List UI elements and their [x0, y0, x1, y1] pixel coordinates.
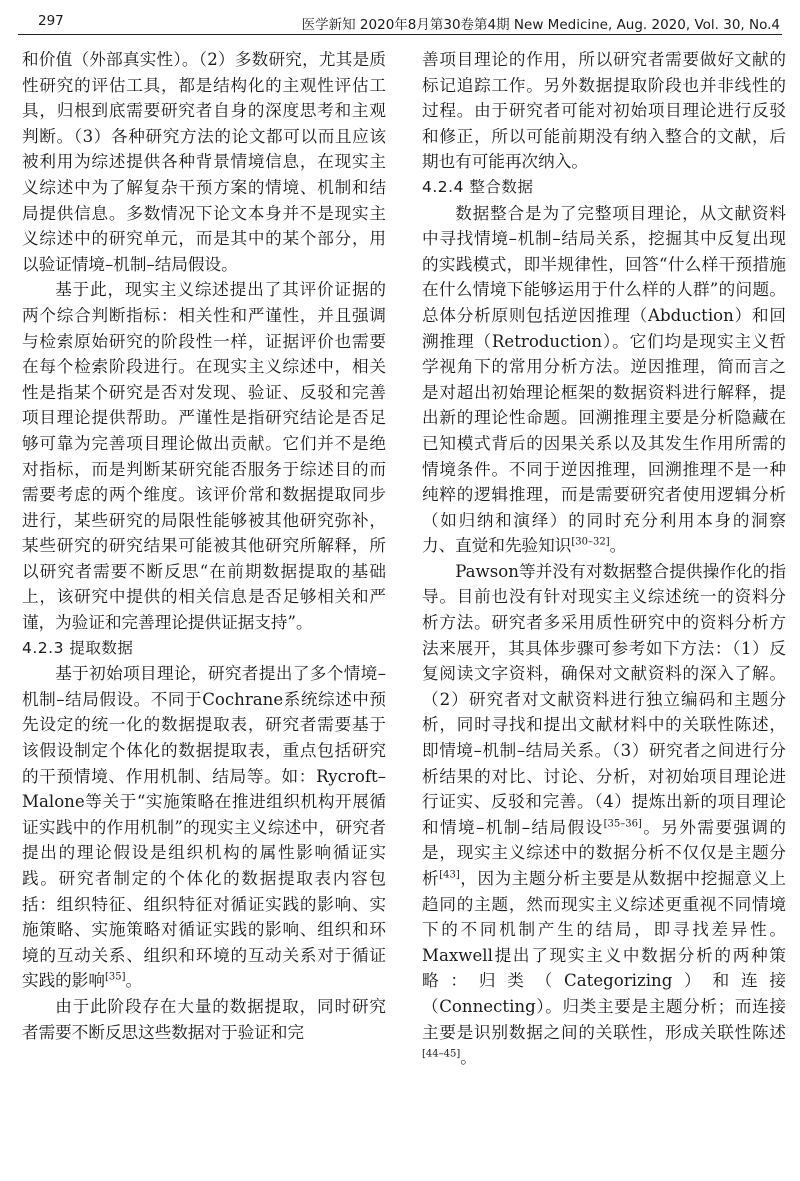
paragraph-text: 数据整合是为了完整项目理论，从文献资料中寻找情境–机制–结局关系，挖掘其中反复出现的实践模式，即半规律性，回答“什么样干预措施在什么情境下能够运用于什么样的人群”的问题。总体分析原则包括逆因推理（Abduction）和回溯推理（Retroduction）。它们均是现实主义哲学视角下的常用分析方法。逆因推理，简而言之是对超出初始理论框架的数据资料进行解释，提出新的理论性命题。回溯推理主要是分析隐藏在已知模式背后的因果关系以及其发生作用所需的情境条件。不同于逆因推理，回溯推理不是一种纯粹的逻辑推理，而是需要研究者使用逻辑分析（如归纳和演绎）的同时充分利用本身的洞察力、直觉和先验知识: [422, 203, 786, 556]
paragraph: [422, 201, 786, 559]
citation-ref: [44–45]: [422, 1048, 461, 1060]
paragraph: 善项目理论的作用，所以研究者需要做好文献的标记追踪工作。另外数据提取阶段也并非线性的过程。由于研究者可能对初始项目理论进行反驳和修正，所以可能前期没有纳入整合的文献，后期也有可能再次纳入。: [422, 50, 786, 172]
left-column: [22, 47, 386, 1045]
right-column: [422, 47, 786, 1071]
paragraph-text: 基于初始项目理论，研究者提出了多个情境–机制–结局假设。不同于Cochrane系统综述中预先设定的统一化的数据提取表，研究者需要基于该假设制定个体化的数据提取表，重点包括研究的干预情境、作用机制、结局等。如：Rycroft–Malone等关于“实施策略在推进组织机构开展循证实践中的作用机制”的现实主义综述中，研究者提出的理论假设是组织机构的属性影响循证实践。研究者制定的个体化的数据提取表内容包括：组织特征、组织特征对循证实践的影响、实施策略、实施策略对循证实践的影响、组织和环境的互动关系、组织和环境的互动关系对于循证实践的影响: [22, 664, 386, 991]
paragraph: [422, 559, 786, 1071]
journal-citation: 医学新知 2020年8月第30卷第4期 New Medicine, Aug. 2020, Vol. 30, No.4: [301, 17, 780, 33]
page-number: 297: [38, 13, 64, 29]
paragraph-text: 。: [460, 1048, 477, 1068]
paragraph-text: ，因为主题分析主要是从数据中挖掘意义上趋同的主题，然而现实主义综述更重视不同情境下的不同机制产生的结局，即寻找差异性。Maxwell提出了现实主义中数据分析的两种策略：归类（Categorizing）和连接（Connecting）。归类主要是主题分析；而连接主要是识别数据之间的关联性，形成关联性陈述: [422, 869, 787, 1042]
section-heading-4-2-3: 4.2.3 提取数据: [22, 638, 134, 657]
paragraph: 由于此阶段存在大量的数据提取，同时研究者需要不断反思这些数据对于验证和完: [22, 996, 386, 1042]
paragraph-text: 。: [125, 971, 143, 991]
running-header: [18, 4, 782, 35]
paragraph: 基于此，现实主义综述提出了其评价证据的两个综合判断指标：相关性和严谨性，并且强调与检索原始研究的阶段性一样，证据评价也需要在每个检索阶段进行。在现实主义综述中，相关性是指某个研究是否对发现、验证、反驳和完善项目理论提供帮助。严谨性是指研究结论是否足够可靠为完善项目理论做出贡献。它们并不是绝对指标，而是判断某研究能否服务于综述目的而需要考虑的两个维度。该评价常和数据提取同步进行，某些研究的局限性能够被其他研究弥补，某些研究的研究结果可能被其他研究所解释，所以研究者需要不断反思“在前期数据提取的基础上，该研究中提供的相关信息是否足够相关和严谨，为验证和完善理论提供证据支持”。: [22, 280, 386, 633]
citation-ref: [35–36]: [603, 818, 642, 830]
paragraph-text: 。: [609, 536, 627, 556]
paragraph-text: Pawson等并没有对数据整合提供操作化的指导。目前也没有针对现实主义综述统一的资料分析方法。研究者多采用质性研究中的资料分析方法来展开，其具体步骤可参考如下方法：（1）反复阅读文字资料，确保对文献资料的深入了解。（2）研究者对文献资料进行独立编码和主题分析，同时寻找和提出文献材料中的关联性陈述，即情境–机制–结局关系。（3）研究者之间进行分析结果的对比、讨论、分析，对初始项目理论进行证实、反驳和完善。（4）提炼出新的项目理论和情境–机制–结局假设: [422, 561, 786, 837]
citation-ref: [35]: [104, 971, 126, 983]
section-heading-4-2-4: 4.2.4 整合数据: [422, 177, 534, 196]
citation-ref: [43]: [439, 869, 460, 881]
paragraph-text: 。另外需要强调的是，现实主义综述中的数据分析不仅仅是主题分析: [422, 817, 787, 888]
paragraph: [22, 661, 386, 994]
paragraph: 和价值（外部真实性）。（2）多数研究，尤其是质性研究的评估工具，都是结构化的主观性评估工具，归根到底需要研究者自身的深度思考和主观判断。（3）各种研究方法的论文都可以而且应该被利用为综述提供各种背景情境信息，在现实主义综述中为了解复杂干预方案的情境、机制和结局提供信息。多数情况下论文本身并不是现实主义综述中的研究单元，而是其中的某个部分，用以验证情境–机制–结局假设。: [22, 50, 386, 274]
citation-ref: [30–32]: [571, 536, 610, 548]
